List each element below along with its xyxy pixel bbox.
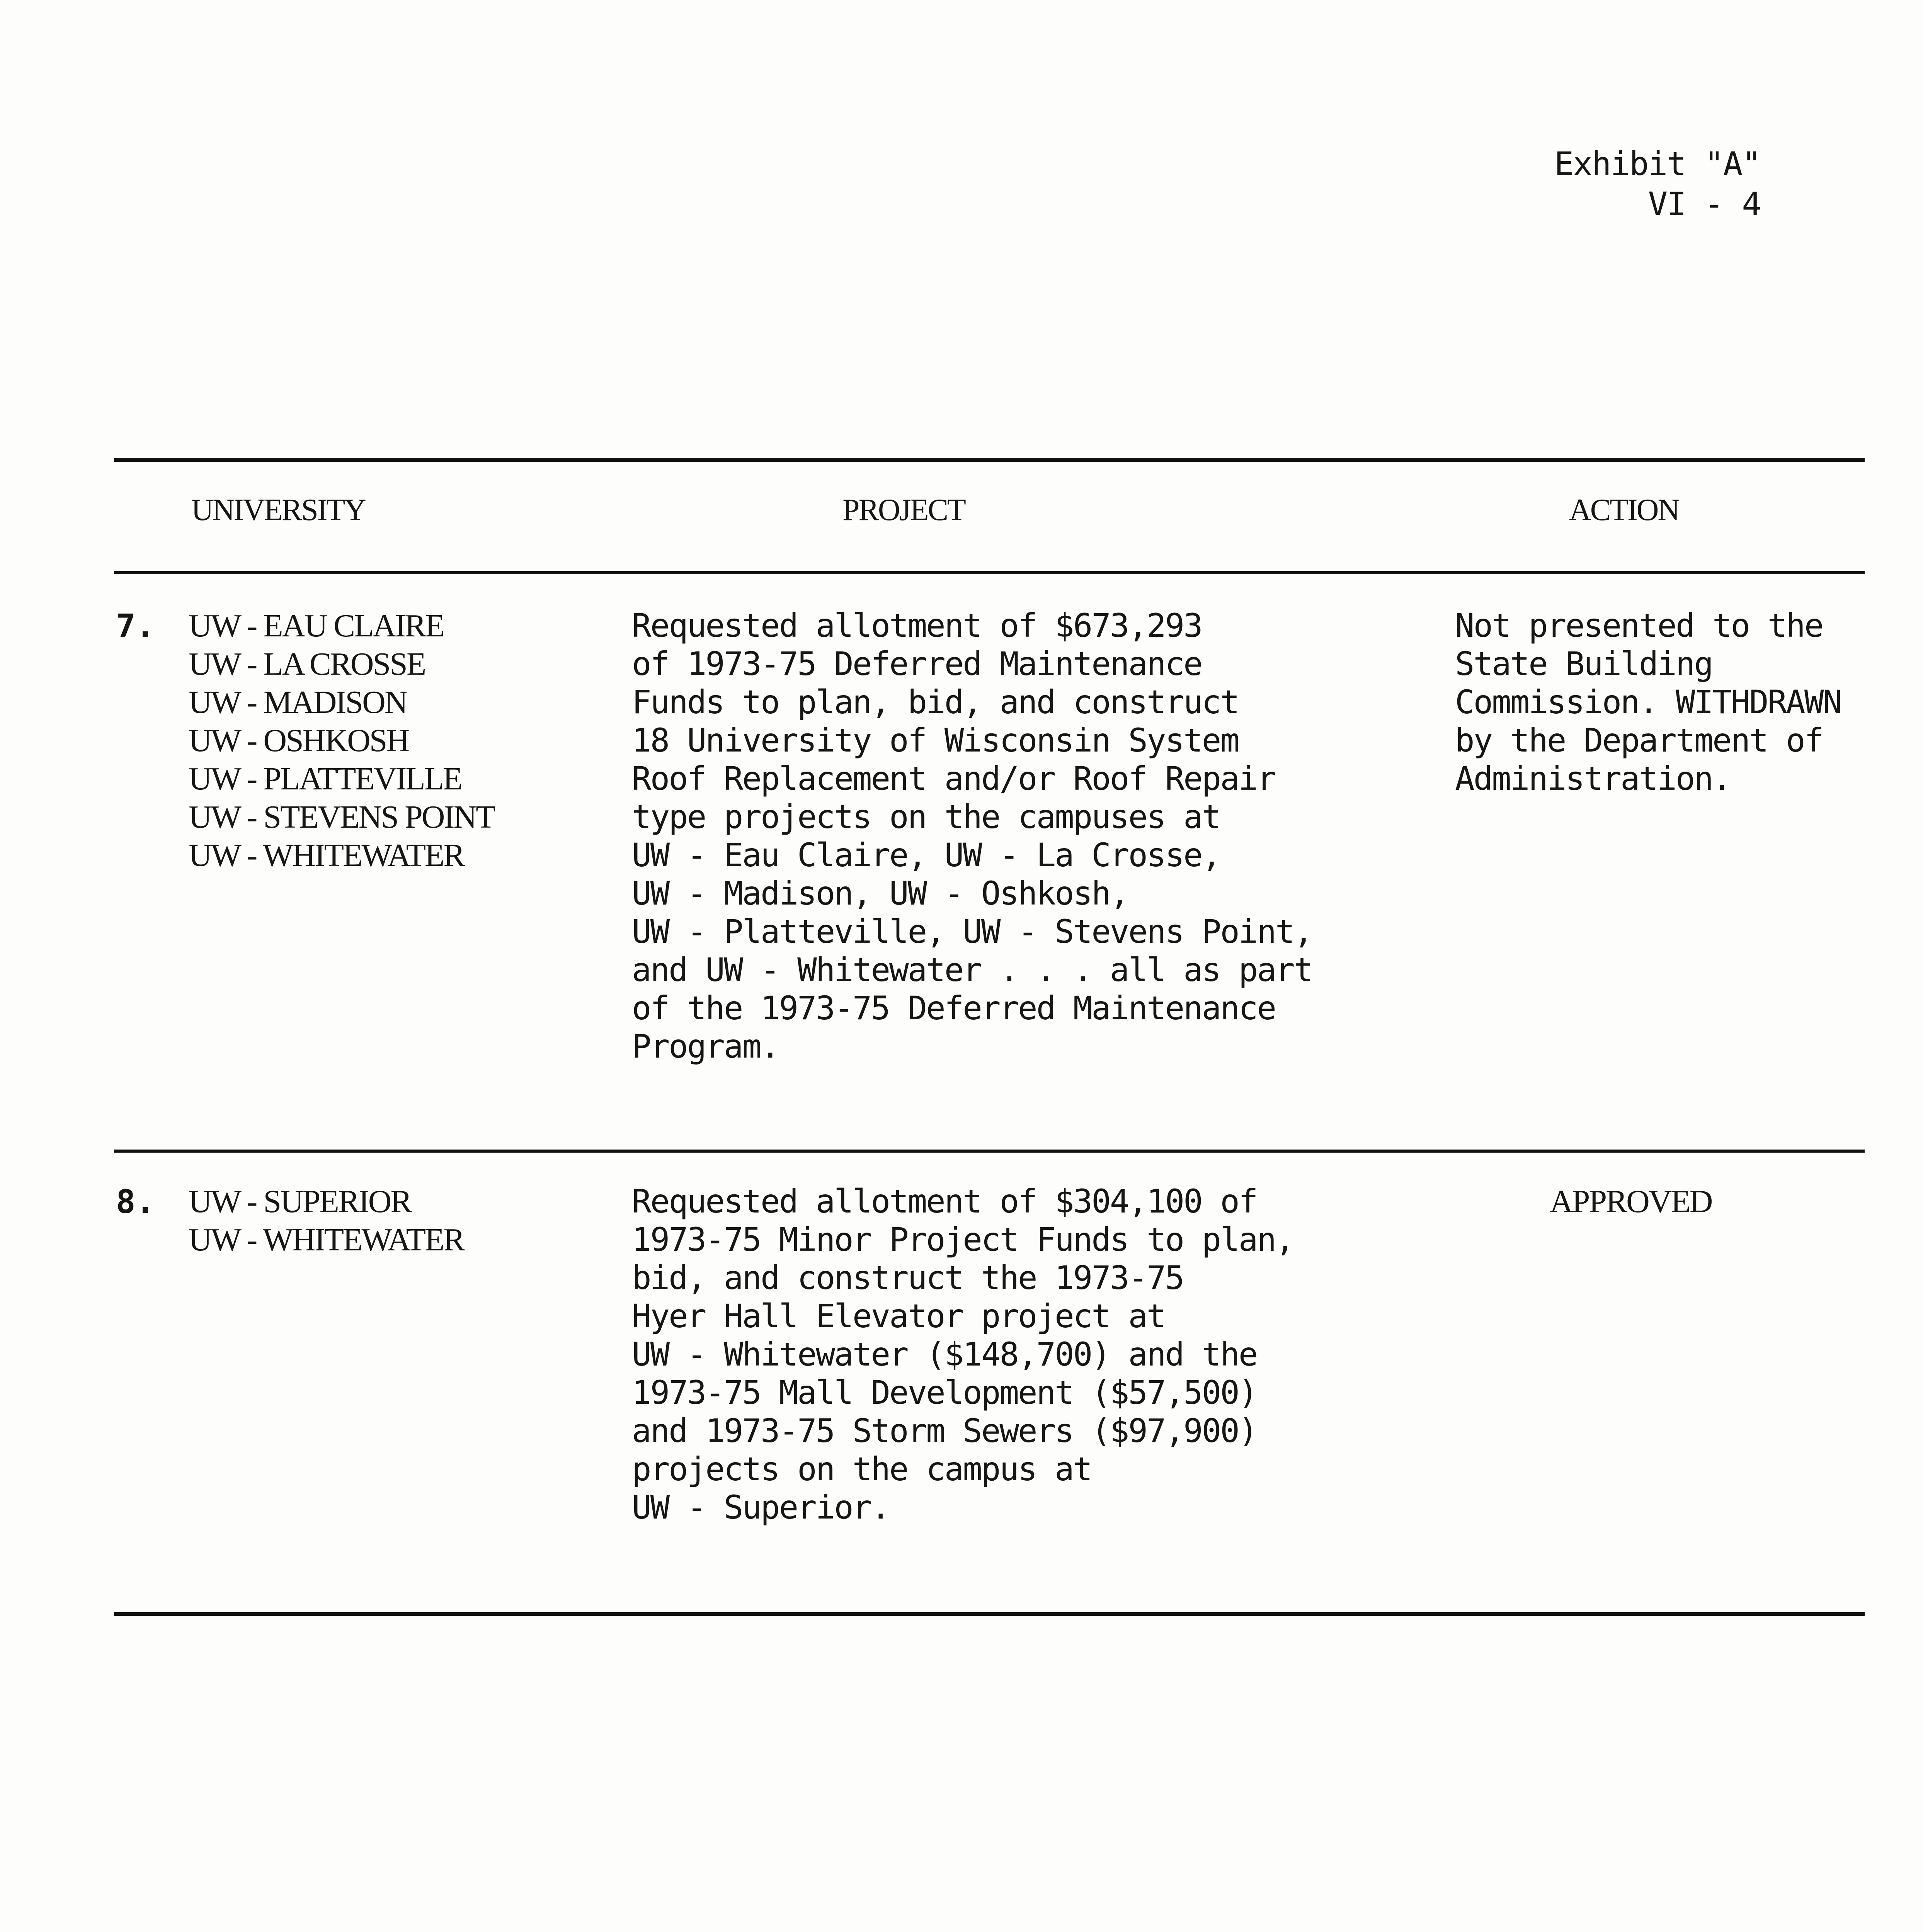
university-item: UW - MADISON <box>189 684 407 720</box>
university-item: UW - OSHKOSH <box>189 723 409 759</box>
exhibit-header <box>1554 144 1761 224</box>
university-item: UW - EAU CLAIRE <box>189 608 444 644</box>
table-bottom-rule <box>114 1612 1865 1616</box>
row-number: 7. <box>116 607 155 645</box>
project-description: Requested allotment of $673,293 of 1973-75 Deferred Maintenance Funds to plan, bid, and construct 18 University of Wisconsin System Roof Replacement and/or Roof Repair type projects on the campuses at UW - Eau Claire, UW - La Crosse, UW - Madison, UW - Oshkosh, UW - Platteville, UW - Stevens Point, and UW - Whitewater . . . all as part of the 1973-75 Deferred Maintenance Program. <box>632 607 1312 1065</box>
column-header-action: ACTION <box>1569 493 1679 527</box>
exhibit-label: Exhibit "A" <box>1554 145 1761 183</box>
row-number: 8. <box>116 1183 155 1221</box>
row-divider-rule <box>114 1150 1865 1153</box>
university-item: UW - WHITEWATER <box>189 837 464 873</box>
university-item: UW - WHITEWATER <box>189 1222 464 1258</box>
page-reference: VI - 4 <box>1648 185 1761 223</box>
university-item: UW - SUPERIOR <box>189 1184 411 1219</box>
university-item: UW - STEVENS POINT <box>189 799 495 835</box>
table-top-rule <box>114 458 1865 462</box>
university-list <box>189 1182 464 1259</box>
action-status: Not presented to the State Building Commission. WITHDRAWN by the Department of Administration. <box>1455 607 1841 798</box>
action-status: APPROVED <box>1550 1184 1712 1219</box>
header-divider-rule <box>114 571 1865 574</box>
university-list <box>189 607 494 874</box>
university-item: UW - LA CROSSE <box>189 646 425 682</box>
university-item: UW - PLATTEVILLE <box>189 761 462 797</box>
column-header-project: PROJECT <box>842 493 965 527</box>
project-description: Requested allotment of $304,100 of 1973-75 Minor Project Funds to plan, bid, and construct the 1973-75 Hyer Hall Elevator project at UW - Whitewater ($148,700) and the 1973-75 Mall Development ($57,500) and 1973-75 Storm Sewers ($97,900) projects on the campus at UW - Superior. <box>632 1182 1294 1526</box>
column-header-university: UNIVERSITY <box>191 493 365 527</box>
